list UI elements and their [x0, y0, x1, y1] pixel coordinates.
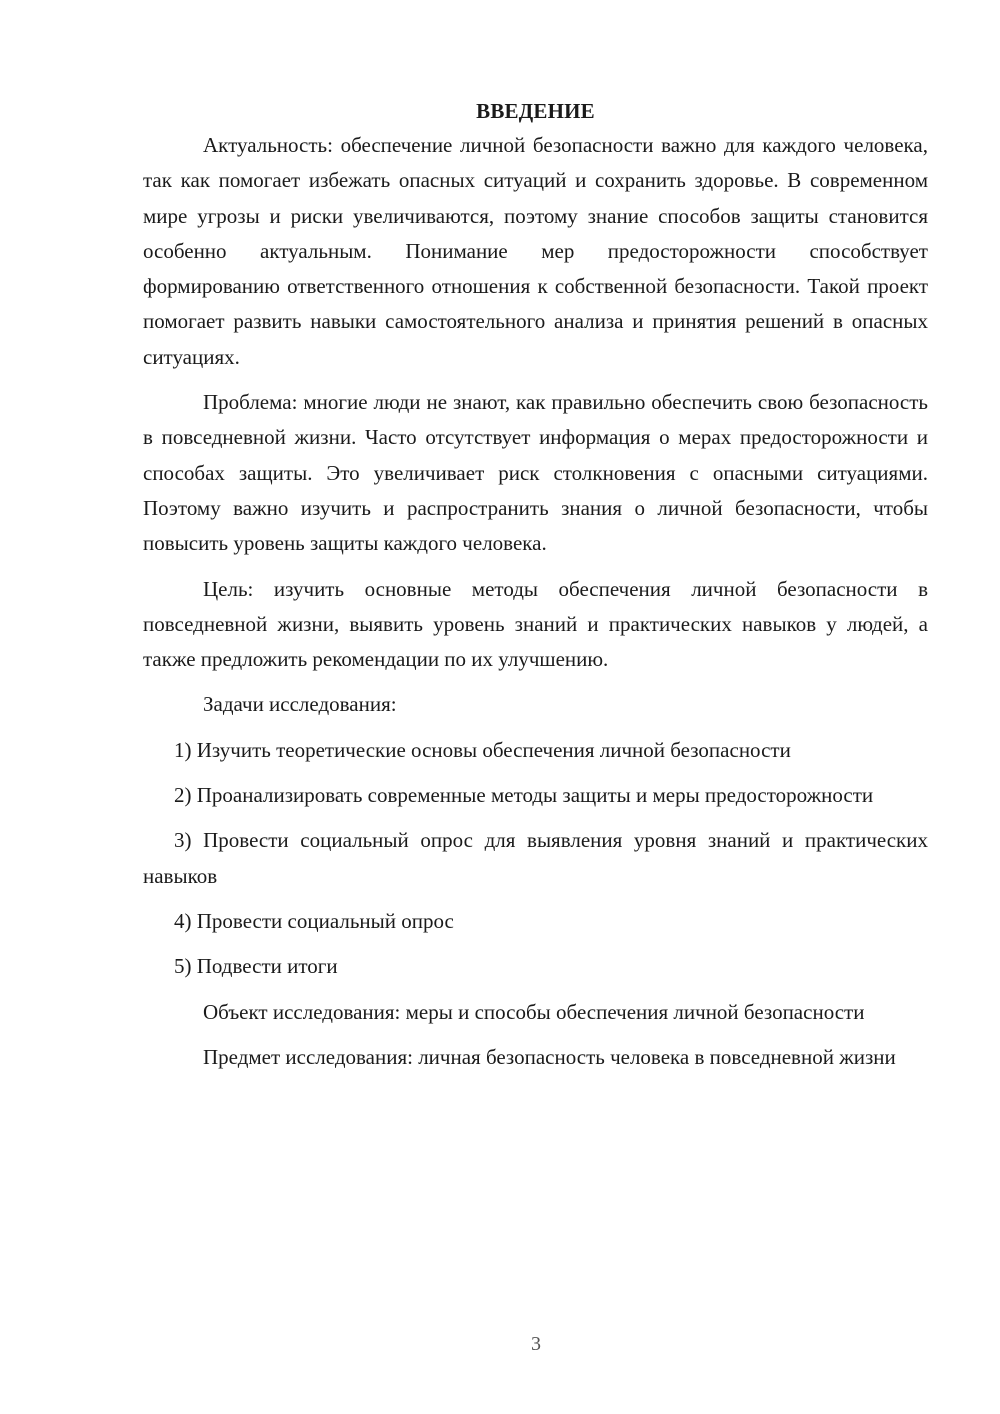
task-item: 1) Изучить теоретические основы обеспечения личной безопасности	[174, 737, 791, 762]
page-number: 3	[531, 1333, 541, 1355]
relevance-paragraph: Актуальность: обеспечение личной безопасности важно для каждого человека, так как помогает избежать опасных ситуаций и сохранить здоровье. В современном мире угрозы и риски увеличиваются, поэтому знание способов защиты становится особенно актуальным. Понимание мер предосторожности способствует формированию ответственного отношения к собственной безопасности. Такой проект помогает развить навыки самостоятельного анализа и принятия решений в опасных ситуациях.	[143, 133, 928, 369]
document-page	[143, 96, 928, 1085]
problem-paragraph: Проблема: многие люди не знают, как правильно обеспечить свою безопасность в повседневной жизни. Часто отсутствует информация о мерах предосторожности и способах защиты. Это увеличивает риск столкновения с опасными ситуациями. Поэтому важно изучить и распространить знания о личной безопасности, чтобы повысить уровень защиты каждого человека.	[143, 390, 928, 556]
task-item: 4) Провести социальный опрос	[174, 908, 454, 933]
task-item: 3) Провести социальный опрос для выявления уровня знаний и практических навыков	[143, 828, 928, 888]
task-item: 5) Подвести итоги	[174, 954, 338, 979]
goal-paragraph: Цель: изучить основные методы обеспечения личной безопасности в повседневной жизни, выявить уровень знаний и практических навыков у людей, а также предложить рекомендации по их улучшению.	[143, 576, 928, 672]
object-paragraph: Объект исследования: меры и способы обеспечения личной безопасности	[203, 999, 865, 1024]
subject-paragraph: Предмет исследования: личная безопасность человека в повседневной жизни	[203, 1044, 896, 1069]
section-title: ВВЕДЕНИЕ	[476, 99, 595, 123]
task-item: 2) Проанализировать современные методы защиты и меры предосторожности	[174, 783, 874, 808]
tasks-heading: Задачи исследования:	[203, 692, 397, 717]
